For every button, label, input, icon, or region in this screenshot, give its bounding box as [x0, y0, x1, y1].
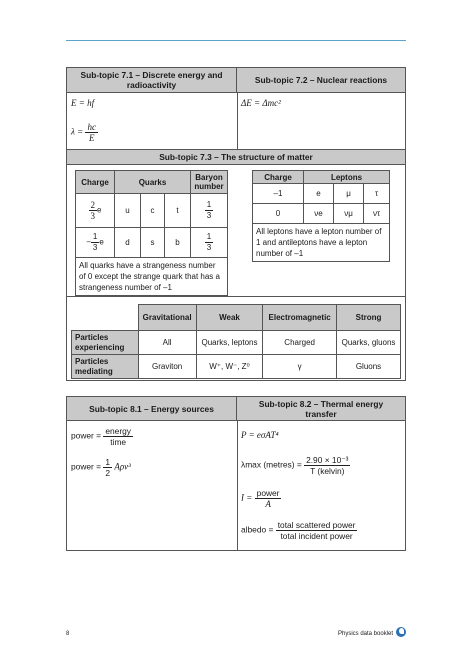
top-rule: [66, 40, 406, 41]
power-lhs: power =: [71, 430, 102, 441]
strong-experiencing: Quarks, gluons: [337, 331, 401, 355]
wien-lhs: λmax (metres) =: [241, 459, 302, 470]
quark-down: d: [115, 228, 141, 258]
wind-power-lhs: power =: [71, 461, 102, 472]
lepton-charge: –1: [253, 184, 304, 204]
forces-table: [71, 304, 401, 379]
wind-power-rhs: Aρv³: [114, 461, 131, 472]
leptons-note: All leptons have a lepton number of 1 and antileptons have a lepton number of –1: [253, 224, 390, 262]
quark-charge-cell: [76, 194, 115, 228]
equation-lambda: [71, 122, 98, 143]
albedo-fraction: [276, 520, 358, 541]
lepton-electron: e: [304, 184, 334, 204]
charge-denominator: 3: [92, 243, 98, 252]
lepton-muon: μ: [333, 184, 363, 204]
force-strong: Strong: [337, 305, 401, 331]
lepton-charge: 0: [253, 204, 304, 224]
grav-mediating: Graviton: [138, 355, 196, 379]
quarks-col-baryon: Baryon number: [191, 171, 228, 194]
subtopic-8-2-title: Sub-topic 8.2 – Thermal energy transfer: [258, 398, 384, 419]
lambda-lhs: λ =: [71, 126, 84, 137]
lambda-numerator: hc: [87, 122, 96, 132]
charge-sign: −: [86, 237, 91, 247]
em-experiencing: Charged: [263, 331, 337, 355]
leptons-col-leptons: Leptons: [304, 171, 390, 184]
subtopic-7-3-header: [67, 149, 405, 165]
equation-wind-power: [71, 457, 131, 478]
equation-wien: [241, 455, 350, 476]
quark-charge-fraction: [89, 200, 98, 221]
subtopic-7-1-title: Sub-topic 7.1 – Discrete energy and radioactivity: [80, 70, 223, 90]
force-weak: Weak: [196, 305, 263, 331]
equation-stefan-boltzmann: P = eσAT⁴: [241, 430, 279, 440]
quark-strange: s: [141, 228, 165, 258]
quark-bottom: b: [164, 228, 190, 258]
quark-charm: c: [141, 194, 165, 228]
neutrino-electron: νe: [304, 204, 334, 224]
table-row: [72, 331, 401, 355]
albedo-numerator: total scattered power: [277, 520, 356, 530]
page-number: 8: [66, 631, 70, 637]
charge-unit: e: [99, 237, 104, 247]
divider-forces: [67, 296, 405, 297]
charge-numerator: 1: [92, 232, 98, 241]
baryon-cell: [191, 228, 228, 258]
baryon-denominator: 3: [206, 243, 212, 252]
lambda-fraction: [85, 122, 98, 143]
table-row: [76, 194, 228, 228]
equation-delta-e: ΔE = Δmc²: [241, 98, 281, 108]
subtopic-7-2-title: Sub-topic 7.2 – Nuclear reactions: [254, 75, 388, 85]
divider-81-82: [237, 421, 238, 550]
intensity-denominator: A: [265, 499, 271, 509]
baryon-cell: [191, 194, 228, 228]
quarks-col-quarks: Quarks: [115, 171, 191, 194]
em-mediating: γ: [263, 355, 337, 379]
charge-numerator: 2: [90, 200, 96, 210]
row-particles-experiencing: Particles experiencing: [72, 331, 139, 355]
subtopic-7-1-header: [67, 68, 237, 93]
quark-up: u: [115, 194, 141, 228]
quarks-col-charge: Charge: [76, 171, 115, 194]
subtopic-8-1-header: [67, 397, 237, 421]
grav-experiencing: All: [138, 331, 196, 355]
neutrino-tau: ντ: [364, 204, 390, 224]
intensity-fraction: [255, 488, 282, 509]
baryon-denominator: 3: [206, 211, 212, 220]
quark-top: t: [164, 194, 190, 228]
weak-experiencing: Quarks, leptons: [196, 331, 263, 355]
charge-unit: e: [97, 205, 102, 215]
half-numerator: 1: [105, 457, 111, 467]
half-fraction: [103, 457, 112, 478]
power-numerator: energy: [105, 426, 131, 436]
baryon-numerator: 1: [206, 232, 212, 241]
subtopic-7-3-title: Sub-topic 7.3 – The structure of matter: [159, 152, 313, 162]
forces-corner: [72, 305, 139, 331]
baryon-fraction: [205, 232, 213, 253]
quark-charge-cell: [76, 228, 115, 258]
quarks-note: All quarks have a strangeness number of 0 except the strange quark that has a strangeness number of –1: [76, 258, 228, 296]
table-row: [253, 204, 390, 224]
equation-intensity: [241, 488, 281, 509]
intensity-lhs: I =: [241, 492, 253, 503]
table-row: [76, 228, 228, 258]
strong-mediating: Gluons: [337, 355, 401, 379]
lambda-denominator: E: [88, 133, 95, 143]
subtopic-8-1-title: Sub-topic 8.1 – Energy sources: [89, 403, 214, 414]
wien-numerator: 2.90 × 10⁻³: [306, 455, 349, 465]
albedo-denominator: total incident power: [280, 531, 353, 541]
power-denominator: time: [110, 437, 127, 447]
baryon-fraction: [205, 200, 213, 221]
baryon-numerator: 1: [206, 200, 212, 209]
booklet-title: Physics data booklet: [338, 631, 394, 637]
equation-albedo: [241, 520, 357, 541]
neutrino-muon: νμ: [333, 204, 363, 224]
wien-fraction: [304, 455, 350, 476]
intensity-numerator: power: [256, 488, 280, 498]
half-denominator: 2: [105, 468, 111, 478]
subtopic-8-2-header: [237, 397, 405, 421]
albedo-lhs: albedo =: [241, 524, 274, 535]
lepton-tau: τ: [364, 184, 390, 204]
wien-denominator: T (kelvin): [310, 466, 345, 476]
power-fraction: [103, 426, 133, 447]
table-row: [253, 184, 390, 204]
ib-logo-icon: [396, 627, 406, 637]
quarks-table: [75, 170, 228, 296]
leptons-col-charge: Charge: [253, 171, 304, 184]
row-particles-mediating: Particles mediating: [72, 355, 139, 379]
force-gravitational: Gravitational: [138, 305, 196, 331]
table-row: [72, 355, 401, 379]
equation-e-hf: E = hf: [71, 98, 95, 108]
force-electromagnetic: Electromagnetic: [263, 305, 337, 331]
weak-mediating: W⁺, W⁻, Z⁰: [196, 355, 263, 379]
charge-denominator: 3: [90, 211, 96, 221]
subtopic-7-2-header: [237, 68, 405, 93]
divider-71-72: [237, 93, 238, 149]
leptons-table: [252, 170, 390, 262]
equation-power-energy: [71, 426, 133, 447]
